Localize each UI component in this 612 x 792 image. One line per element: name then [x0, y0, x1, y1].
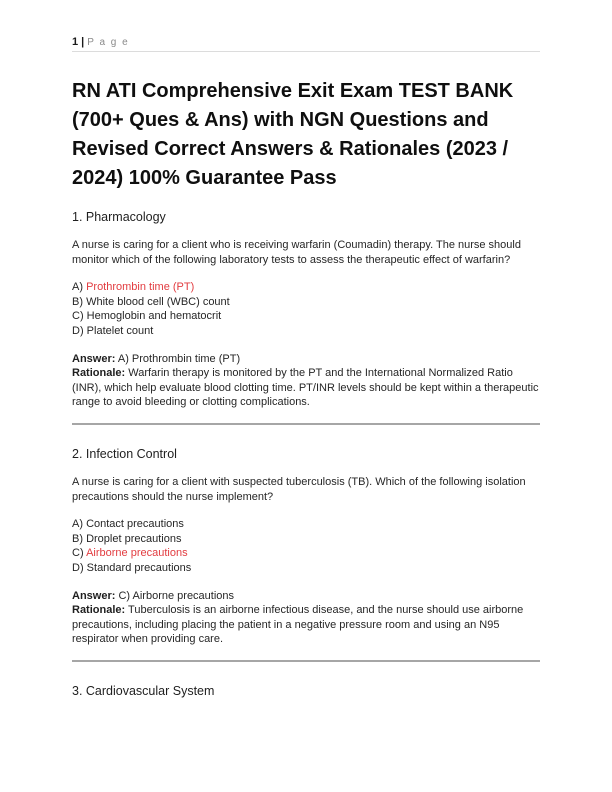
- rationale-body: Tuberculosis is an airborne infectious disease, and the nurse should use airborne precautions, including placing the patient in a negative pressure room and using an N95 respirator when providing care.: [72, 604, 524, 646]
- answer-line: [72, 589, 540, 604]
- answer-rationale-block: [72, 352, 540, 410]
- answer-rationale-block: [72, 589, 540, 647]
- option-d: [72, 561, 540, 576]
- option-label: D): [72, 324, 84, 337]
- options-list: [72, 280, 540, 338]
- answer-label: Answer:: [72, 589, 116, 602]
- section-heading: 2. Infection Control: [72, 446, 177, 461]
- section-pharmacology: [72, 209, 540, 410]
- answer-label: Answer:: [72, 352, 116, 365]
- option-a: [72, 280, 540, 295]
- answer-text: A) Prothrombin time (PT): [117, 352, 241, 365]
- option-text: Droplet precautions: [86, 532, 182, 545]
- option-label: A): [72, 518, 83, 531]
- option-label: A): [72, 281, 83, 294]
- option-label: D): [72, 561, 84, 574]
- rationale-text: [72, 366, 540, 410]
- option-text: Prothrombin time (PT): [86, 281, 195, 294]
- page-number-separator: |: [81, 36, 85, 48]
- question-text: A nurse is caring for a client with suspected tuberculosis (TB). Which of the following isolation precautions should the nurse implement?: [72, 475, 526, 503]
- option-text: Platelet count: [86, 324, 154, 337]
- document-title: RN ATI Comprehensive Exit Exam TEST BANK (700+ Ques & Ans) with NGN Questions and Revised Correct Answers & Rationales (2023 / 2024) 100% Guarantee Pass: [72, 80, 514, 189]
- rationale-label: Rationale:: [72, 367, 126, 380]
- page-number: 1: [72, 36, 79, 48]
- section-heading: 3. Cardiovascular System: [72, 683, 215, 698]
- section-divider: [72, 660, 540, 662]
- answer-text: C) Airborne precautions: [118, 589, 235, 602]
- option-c: [72, 546, 540, 561]
- section-infection-control: [72, 446, 540, 647]
- option-b: [72, 532, 540, 547]
- option-text: Airborne precautions: [86, 547, 188, 560]
- option-text: Standard precautions: [86, 561, 192, 574]
- option-label: C): [72, 547, 84, 560]
- question-text: A nurse is caring for a client who is receiving warfarin (Coumadin) therapy. The nurse should monitor which of the following laboratory tests to assess the therapeutic effect of warfarin?: [72, 239, 521, 266]
- option-c: [72, 309, 540, 324]
- option-a: [72, 517, 540, 532]
- option-text: Contact precautions: [86, 518, 184, 531]
- rationale-body: Warfarin therapy is monitored by the PT and the International Normalized Ratio (INR), which help evaluate blood clotting time. PT/INR levels should be kept within a therapeutic range to avoid bleeding or clotting complications.: [72, 367, 539, 409]
- rationale-text: [72, 603, 540, 647]
- option-b: [72, 295, 540, 310]
- section-cardiovascular-system: [72, 683, 540, 699]
- option-d: [72, 324, 540, 339]
- section-heading: 1. Pharmacology: [72, 210, 166, 224]
- option-label: B): [72, 532, 83, 545]
- answer-line: [72, 352, 540, 367]
- rationale-label: Rationale:: [72, 604, 126, 617]
- option-label: C): [72, 310, 84, 323]
- option-text: Hemoglobin and hematocrit: [86, 310, 222, 323]
- page-header: [72, 36, 540, 52]
- option-label: B): [72, 295, 83, 308]
- options-list: [72, 517, 540, 575]
- section-divider: [72, 423, 540, 425]
- page-word: P a g e: [87, 37, 130, 48]
- option-text: White blood cell (WBC) count: [86, 295, 230, 308]
